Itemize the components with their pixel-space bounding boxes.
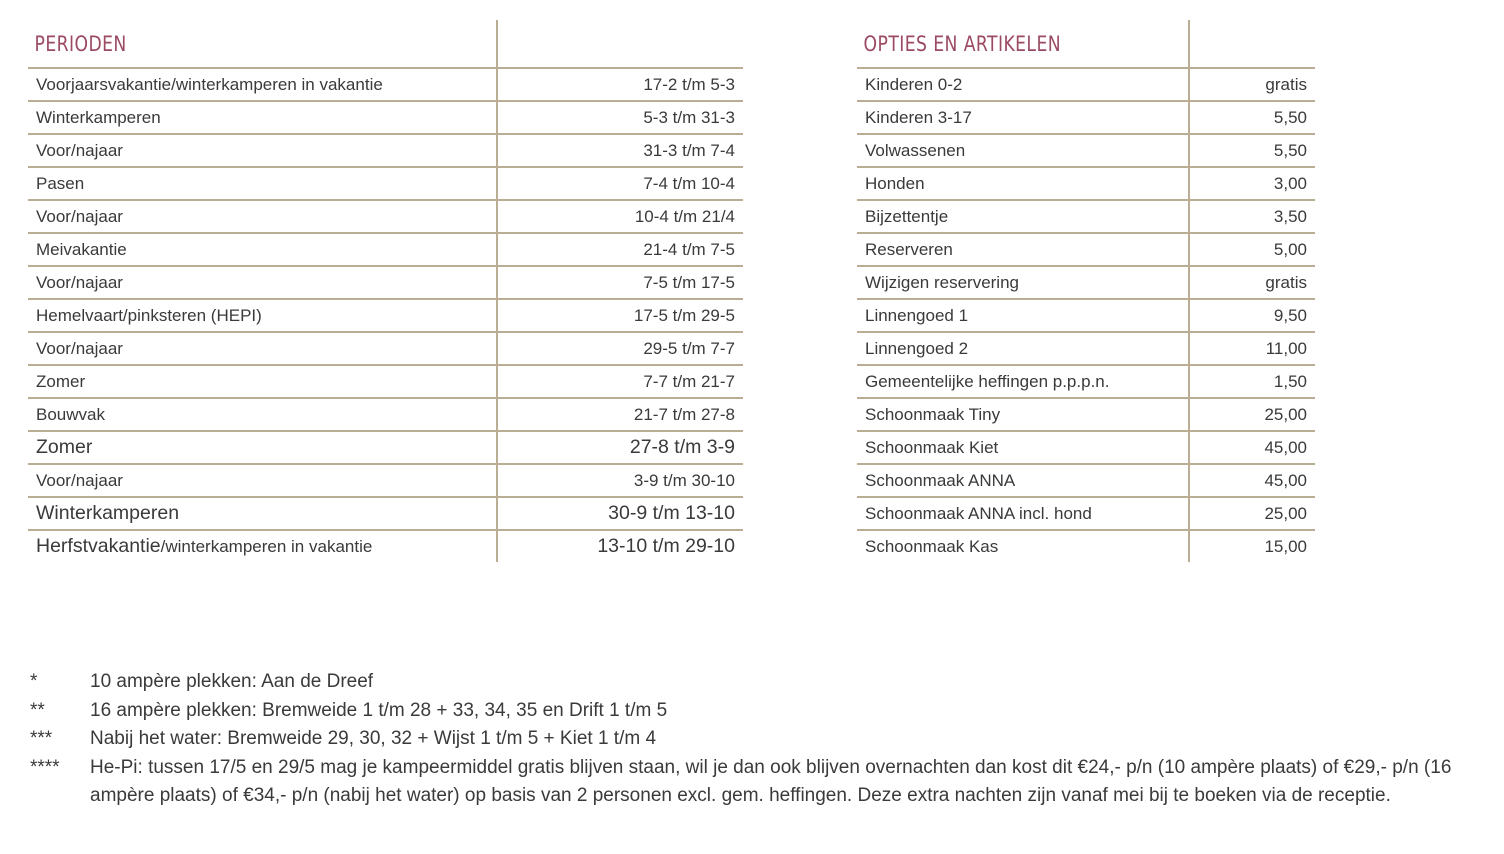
table-row bbox=[857, 68, 1315, 101]
periods-header-row bbox=[28, 20, 743, 68]
option-label: Kinderen 3-17 bbox=[857, 101, 1189, 134]
option-price: 15,00 bbox=[1264, 536, 1307, 556]
options-header-row bbox=[857, 20, 1315, 68]
periods-header: PERIODEN bbox=[28, 20, 413, 68]
table-row bbox=[28, 200, 743, 233]
footnote bbox=[30, 668, 1490, 697]
table-row bbox=[28, 233, 743, 266]
option-label: Kinderen 0-2 bbox=[857, 68, 1189, 101]
footnote-mark: ** bbox=[30, 699, 45, 721]
footnote bbox=[30, 697, 1490, 726]
option-label: Bijzettentje bbox=[857, 200, 1189, 233]
table-row bbox=[857, 332, 1315, 365]
option-price: 3,00 bbox=[1189, 167, 1315, 200]
period-dates: 17-5 t/m 29-5 bbox=[497, 299, 743, 332]
table-row bbox=[28, 530, 743, 562]
period-label-main: Herfstvakantie bbox=[36, 535, 161, 557]
period-label bbox=[28, 530, 497, 562]
footnote bbox=[30, 725, 1490, 754]
footnote-text: 10 ampère plekken: Aan de Dreef bbox=[90, 671, 374, 692]
option-price: 5,00 bbox=[1189, 233, 1315, 266]
table-row bbox=[28, 365, 743, 398]
option-price: 45,00 bbox=[1189, 431, 1315, 464]
period-label-suffix: /winterkamperen in vakantie bbox=[160, 537, 373, 556]
period-dates: 7-7 t/m 21-7 bbox=[497, 365, 743, 398]
table-row bbox=[857, 299, 1315, 332]
period-dates: 30-9 t/m 13-10 bbox=[497, 497, 743, 530]
footnotes bbox=[30, 668, 1490, 811]
option-label: Schoonmaak ANNA bbox=[857, 464, 1189, 497]
footnote-mark: * bbox=[30, 671, 38, 692]
option-price: gratis bbox=[1189, 68, 1315, 101]
period-dates: 7-4 t/m 10-4 bbox=[497, 167, 743, 200]
table-row bbox=[28, 266, 743, 299]
option-price: 11,00 bbox=[1189, 332, 1315, 365]
option-price: 45,00 bbox=[1189, 464, 1315, 497]
option-label: Wijzigen reservering bbox=[857, 266, 1189, 299]
option-label: Gemeentelijke heffingen p.p.p.n. bbox=[857, 365, 1189, 398]
period-dates: 21-7 t/m 27-8 bbox=[497, 398, 743, 431]
table-row bbox=[857, 398, 1315, 431]
option-label: Volwassenen bbox=[857, 134, 1189, 167]
period-dates: 13-10 t/m 29-10 bbox=[597, 535, 735, 557]
period-dates: 31-3 t/m 7-4 bbox=[497, 134, 743, 167]
table-row bbox=[857, 101, 1315, 134]
period-label: Voor/najaar bbox=[28, 464, 497, 497]
table-row bbox=[857, 134, 1315, 167]
period-label: Winterkamperen bbox=[28, 101, 497, 134]
period-label: Meivakantie bbox=[28, 233, 497, 266]
period-label: Voorjaarsvakantie/winterkamperen in vakantie bbox=[28, 68, 497, 101]
period-label: Voor/najaar bbox=[28, 332, 497, 365]
table-row bbox=[857, 365, 1315, 398]
period-dates: 27-8 t/m 3-9 bbox=[497, 431, 743, 464]
table-row bbox=[857, 233, 1315, 266]
period-dates: 7-5 t/m 17-5 bbox=[497, 266, 743, 299]
option-price: 25,00 bbox=[1189, 398, 1315, 431]
period-dates: 17-2 t/m 5-3 bbox=[497, 68, 743, 101]
table-row bbox=[857, 200, 1315, 233]
table-row bbox=[28, 134, 743, 167]
period-dates: 3-9 t/m 30-10 bbox=[497, 464, 743, 497]
options-header-value bbox=[1189, 20, 1315, 68]
option-price: 25,00 bbox=[1189, 497, 1315, 530]
option-price: 5,50 bbox=[1189, 134, 1315, 167]
option-price: 1,50 bbox=[1189, 365, 1315, 398]
option-label: Linnengoed 1 bbox=[857, 299, 1189, 332]
option-label: Schoonmaak Tiny bbox=[857, 398, 1189, 431]
table-row bbox=[857, 464, 1315, 497]
table-row bbox=[857, 497, 1315, 530]
table-row bbox=[857, 266, 1315, 299]
period-label: Pasen bbox=[28, 167, 497, 200]
period-label: Winterkamperen bbox=[28, 497, 497, 530]
option-label: Schoonmaak Kiet bbox=[857, 431, 1189, 464]
table-row bbox=[28, 68, 743, 101]
period-label: Voor/najaar bbox=[28, 134, 497, 167]
table-row bbox=[28, 464, 743, 497]
table-row bbox=[857, 167, 1315, 200]
table-row bbox=[857, 530, 1315, 562]
footnote-mark: *** bbox=[30, 728, 53, 749]
period-label: Zomer bbox=[28, 365, 497, 398]
period-dates: 10-4 t/m 21/4 bbox=[497, 200, 743, 233]
option-label: Linnengoed 2 bbox=[857, 332, 1189, 365]
option-label: Reserveren bbox=[857, 233, 1189, 266]
periods-table bbox=[28, 20, 743, 562]
period-label: Bouwvak bbox=[28, 398, 497, 431]
option-price: 5,50 bbox=[1189, 101, 1315, 134]
table-row bbox=[28, 431, 743, 464]
footnote bbox=[30, 754, 1490, 811]
option-label: Honden bbox=[857, 167, 1189, 200]
period-label: Voor/najaar bbox=[28, 266, 497, 299]
periods-header-value bbox=[497, 20, 743, 68]
option-price: gratis bbox=[1189, 266, 1315, 299]
options-table bbox=[857, 20, 1315, 562]
footnote-text: Nabij het water: Bremweide 29, 30, 32 + Wijst 1 t/m 5 + Kiet 1 t/m 4 bbox=[90, 728, 657, 749]
option-price: 9,50 bbox=[1189, 299, 1315, 332]
options-header: OPTIES EN ARTIKELEN bbox=[857, 20, 1129, 68]
table-row bbox=[28, 299, 743, 332]
period-label: Zomer bbox=[28, 431, 497, 464]
option-price: 3,50 bbox=[1189, 200, 1315, 233]
option-label: Schoonmaak Kas bbox=[857, 530, 1189, 562]
period-label: Voor/najaar bbox=[28, 200, 497, 233]
period-label: Hemelvaart/pinksteren (HEPI) bbox=[28, 299, 497, 332]
footnote-text: 16 ampère plekken: Bremweide 1 t/m 28 + 33, 34, 35 en Drift 1 t/m 5 bbox=[90, 699, 668, 721]
table-row bbox=[28, 497, 743, 530]
period-dates: 29-5 t/m 7-7 bbox=[497, 332, 743, 365]
footnote-mark: **** bbox=[30, 756, 60, 778]
table-row bbox=[857, 431, 1315, 464]
period-dates: 21-4 t/m 7-5 bbox=[497, 233, 743, 266]
table-row bbox=[28, 167, 743, 200]
table-row bbox=[28, 332, 743, 365]
footnote-text: He-Pi: tussen 17/5 en 29/5 mag je kampeermiddel gratis blijven staan, wil je dan ook blijven overnachten dan kost dit €24,- p/n (10 ampère plaats) of €29,- p/n (16 ampère plaats) of €34,- p/n (nabij het water) op basis van 2 personen excl. gem. heffingen. Deze extra nachten zijn vanaf mei bij te boeken via de receptie. bbox=[90, 756, 1452, 806]
option-label: Schoonmaak ANNA incl. hond bbox=[857, 497, 1189, 530]
table-row bbox=[28, 101, 743, 134]
table-row bbox=[28, 398, 743, 431]
period-dates: 5-3 t/m 31-3 bbox=[497, 101, 743, 134]
